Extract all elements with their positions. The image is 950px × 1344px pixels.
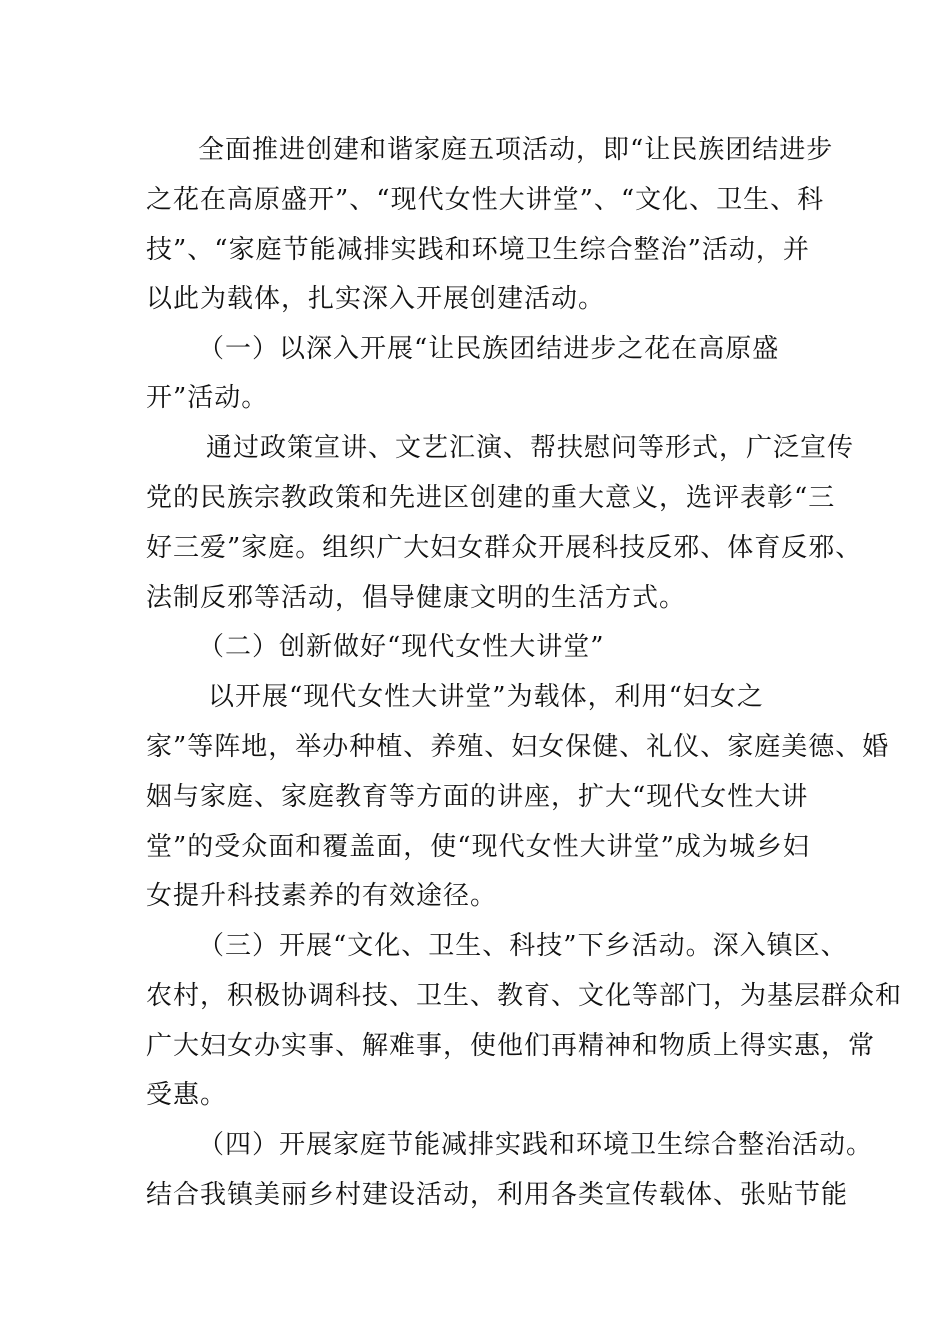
paragraph-line: 全面推进创建和谐家庭五项活动，即“让民族团结进步 [198,135,834,165]
section-heading-line: （三）开展“文化、卫生、科技”下乡活动。深入镇区、 [198,931,848,961]
paragraph-line: 党的民族宗教政策和先进区创建的重大意义，选评表彰“三 [146,483,836,513]
paragraph-line: 受惠。 [146,1080,228,1110]
paragraph-line: 以开展“现代女性大讲堂”为载体，利用“妇女之 [208,682,764,712]
section-heading-line: （一）以深入开展“让民族团结进步之花在高原盛 [198,334,780,364]
paragraph-line: 结合我镇美丽乡村建设活动，利用各类宣传载体、张贴节能 [146,1180,849,1210]
paragraph-line: 法制反邪等活动，倡导健康文明的生活方式。 [146,583,687,613]
section-heading-line: （四）开展家庭节能减排实践和环境卫生综合整治活动。 [198,1130,874,1160]
paragraph-line: 堂”的受众面和覆盖面，使“现代女性大讲堂”成为城乡妇 [146,832,810,862]
paragraph-line: 农村，积极协调科技、卫生、教育、文化等部门，为基层群众和 [146,981,903,1011]
paragraph-line: 家”等阵地，举办种植、养殖、妇女保健、礼仪、家庭美德、婚 [146,732,890,762]
section-heading-line: 开”活动。 [146,383,269,413]
paragraph-line: 姻与家庭、家庭教育等方面的讲座，扩大“现代女性大讲 [146,782,809,812]
paragraph-line: 之花在高原盛开”、“现代女性大讲堂”、“文化、卫生、科 [146,185,825,215]
paragraph-line: 广大妇女办实事、解难事，使他们再精神和物质上得实惠，常 [146,1031,876,1061]
paragraph-line: 好三爱”家庭。组织广大妇女群众开展科技反邪、体育反邪、 [146,533,863,563]
paragraph-line: 以此为载体，扎实深入开展创建活动。 [146,284,606,314]
paragraph-line: 女提升科技素养的有效途径。 [146,881,498,911]
paragraph-line: 技”、“家庭节能减排实践和环境卫生综合整治”活动，并 [146,235,810,265]
section-heading-line: （二）创新做好“现代女性大讲堂” [198,632,605,662]
paragraph-line: 通过政策宣讲、文艺汇演、帮扶慰问等形式，广泛宣传 [206,433,855,463]
